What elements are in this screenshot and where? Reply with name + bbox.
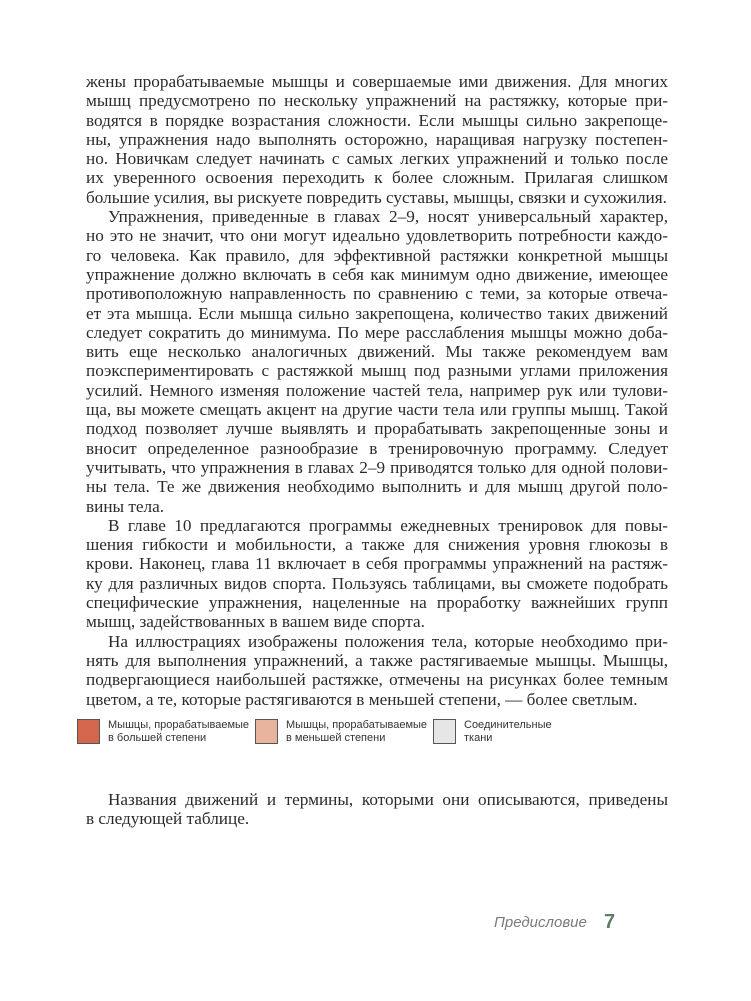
section-title: Предисловие [494,914,587,931]
legend-item-minor [255,719,427,745]
text-line: следует сократить до минимума. По мере расслабления мышцы можно доба- [86,322,668,342]
legend-label: Соединительные [464,719,552,731]
text-line: ны тела. Те же движения необходимо выполнить и для мышц другой поло- [86,477,668,497]
text-line: противоположную направленность по сравнению с теми, за которые отвеча- [86,284,668,304]
text-line: их уверенного освоения переходить к более сложным. Прилагая слишком [86,168,668,188]
legend-label: ткани [464,732,493,744]
text-line: мышц, задействованных в вашем виде спорта. [86,612,425,632]
page-footer [494,911,616,933]
text-line: В главе 10 предлагаются программы ежедневных тренировок для повы- [108,515,668,535]
text-line: ет эта мышца. Если мышца сильно закрепощена, количество таких движений [86,303,668,323]
text-line: вины тела. [86,496,164,516]
page-number: 7 [604,911,616,933]
legend-label: в меньшей степени [286,732,386,744]
legend-label: в большей степени [108,732,207,744]
text-line: ны, упражнения надо выполнять осторожно, наращивая нагрузку постепен- [86,129,668,149]
text-line: вносит определенное разнообразие в тренировочную программу. Следует [86,438,668,458]
body-text [86,72,668,709]
legend-label: Мышцы, прорабатываемые [286,719,428,731]
text-line: шения гибкости и мобильности, а также для снижения уровня глюкозы в [86,535,668,555]
text-line: но. Новичкам следует начинать с самых легких упражнений и только после [86,149,668,169]
text-line: поэкспериментировать с растяжкой мышц под разными углами приложения [86,361,668,381]
legend-item-major [77,719,249,745]
text-line: крови. Наконец, глава 11 включает в себя программы упражнений на растяж- [86,554,668,574]
text-line: ща, вы можете смещать акцент на другие части тела или группы мышц. Такой [86,400,668,420]
text-line: специфические упражнения, нацеленные на проработку важнейших групп [86,593,668,613]
legend-swatch-major [77,719,100,744]
text-line: мышц предусмотрено по нескольку упражнений на растяжку, которые при- [86,91,668,111]
text-line: в следующей таблице. [86,809,250,829]
muscle-color-legend [0,719,751,749]
text-line: вить еще несколько аналогичных движений. Мы также рекомендуем вам [86,342,668,362]
legend-label: Мышцы, прорабатываемые [108,719,250,731]
text-line: жены прорабатываемые мышцы и совершаемые ими движения. Для многих [86,72,668,91]
text-line: упражнение должно включать в себя как минимум одно движение, имеющее [86,264,668,284]
text-line: Упражнения, приведенные в главах 2–9, носят универсальный характер, [108,207,668,227]
text-line: Названия движений и термины, которыми они описываются, приведены [108,790,668,809]
text-line: ку для различных видов спорта. Пользуясь таблицами, вы сможете подобрать [86,573,668,593]
text-line: На иллюстрациях изображены положения тела, которые необходимо при- [108,631,668,651]
text-line: го человека. Как правило, для эффективной растяжки конкретной мышцы [86,245,668,265]
text-line: подход позволяет лучше выявлять и прорабатывать закрепощенные зоны и [86,419,668,439]
text-line: учитывать, что упражнения в главах 2–9 приводятся только для одной полови- [86,457,668,477]
closing-paragraph [86,790,668,829]
text-line: подвергающиеся наибольшей растяжке, отмечены на рисунках более темным [86,670,668,690]
legend-swatch-connective [433,719,456,744]
text-line: нять для выполнения упражнений, а также растягиваемые мышцы. Мышцы, [86,650,668,670]
text-line: усилий. Немного изменяя положение частей тела, например рук или тулови- [86,380,668,400]
legend-swatch-minor [255,719,278,744]
legend-item-connective [433,719,552,745]
text-line: цветом, а те, которые растягиваются в меньшей степени, — более светлым. [86,689,638,709]
text-line: но это не значит, что они могут идеально удовлетворить потребности каждо- [86,226,668,246]
text-line: водятся в порядке возрастания сложности. Если мышцы сильно закрепоще- [86,110,668,130]
text-line: большие усилия, вы рискуете повредить суставы, мышцы, связки и сухожилия. [86,187,667,207]
